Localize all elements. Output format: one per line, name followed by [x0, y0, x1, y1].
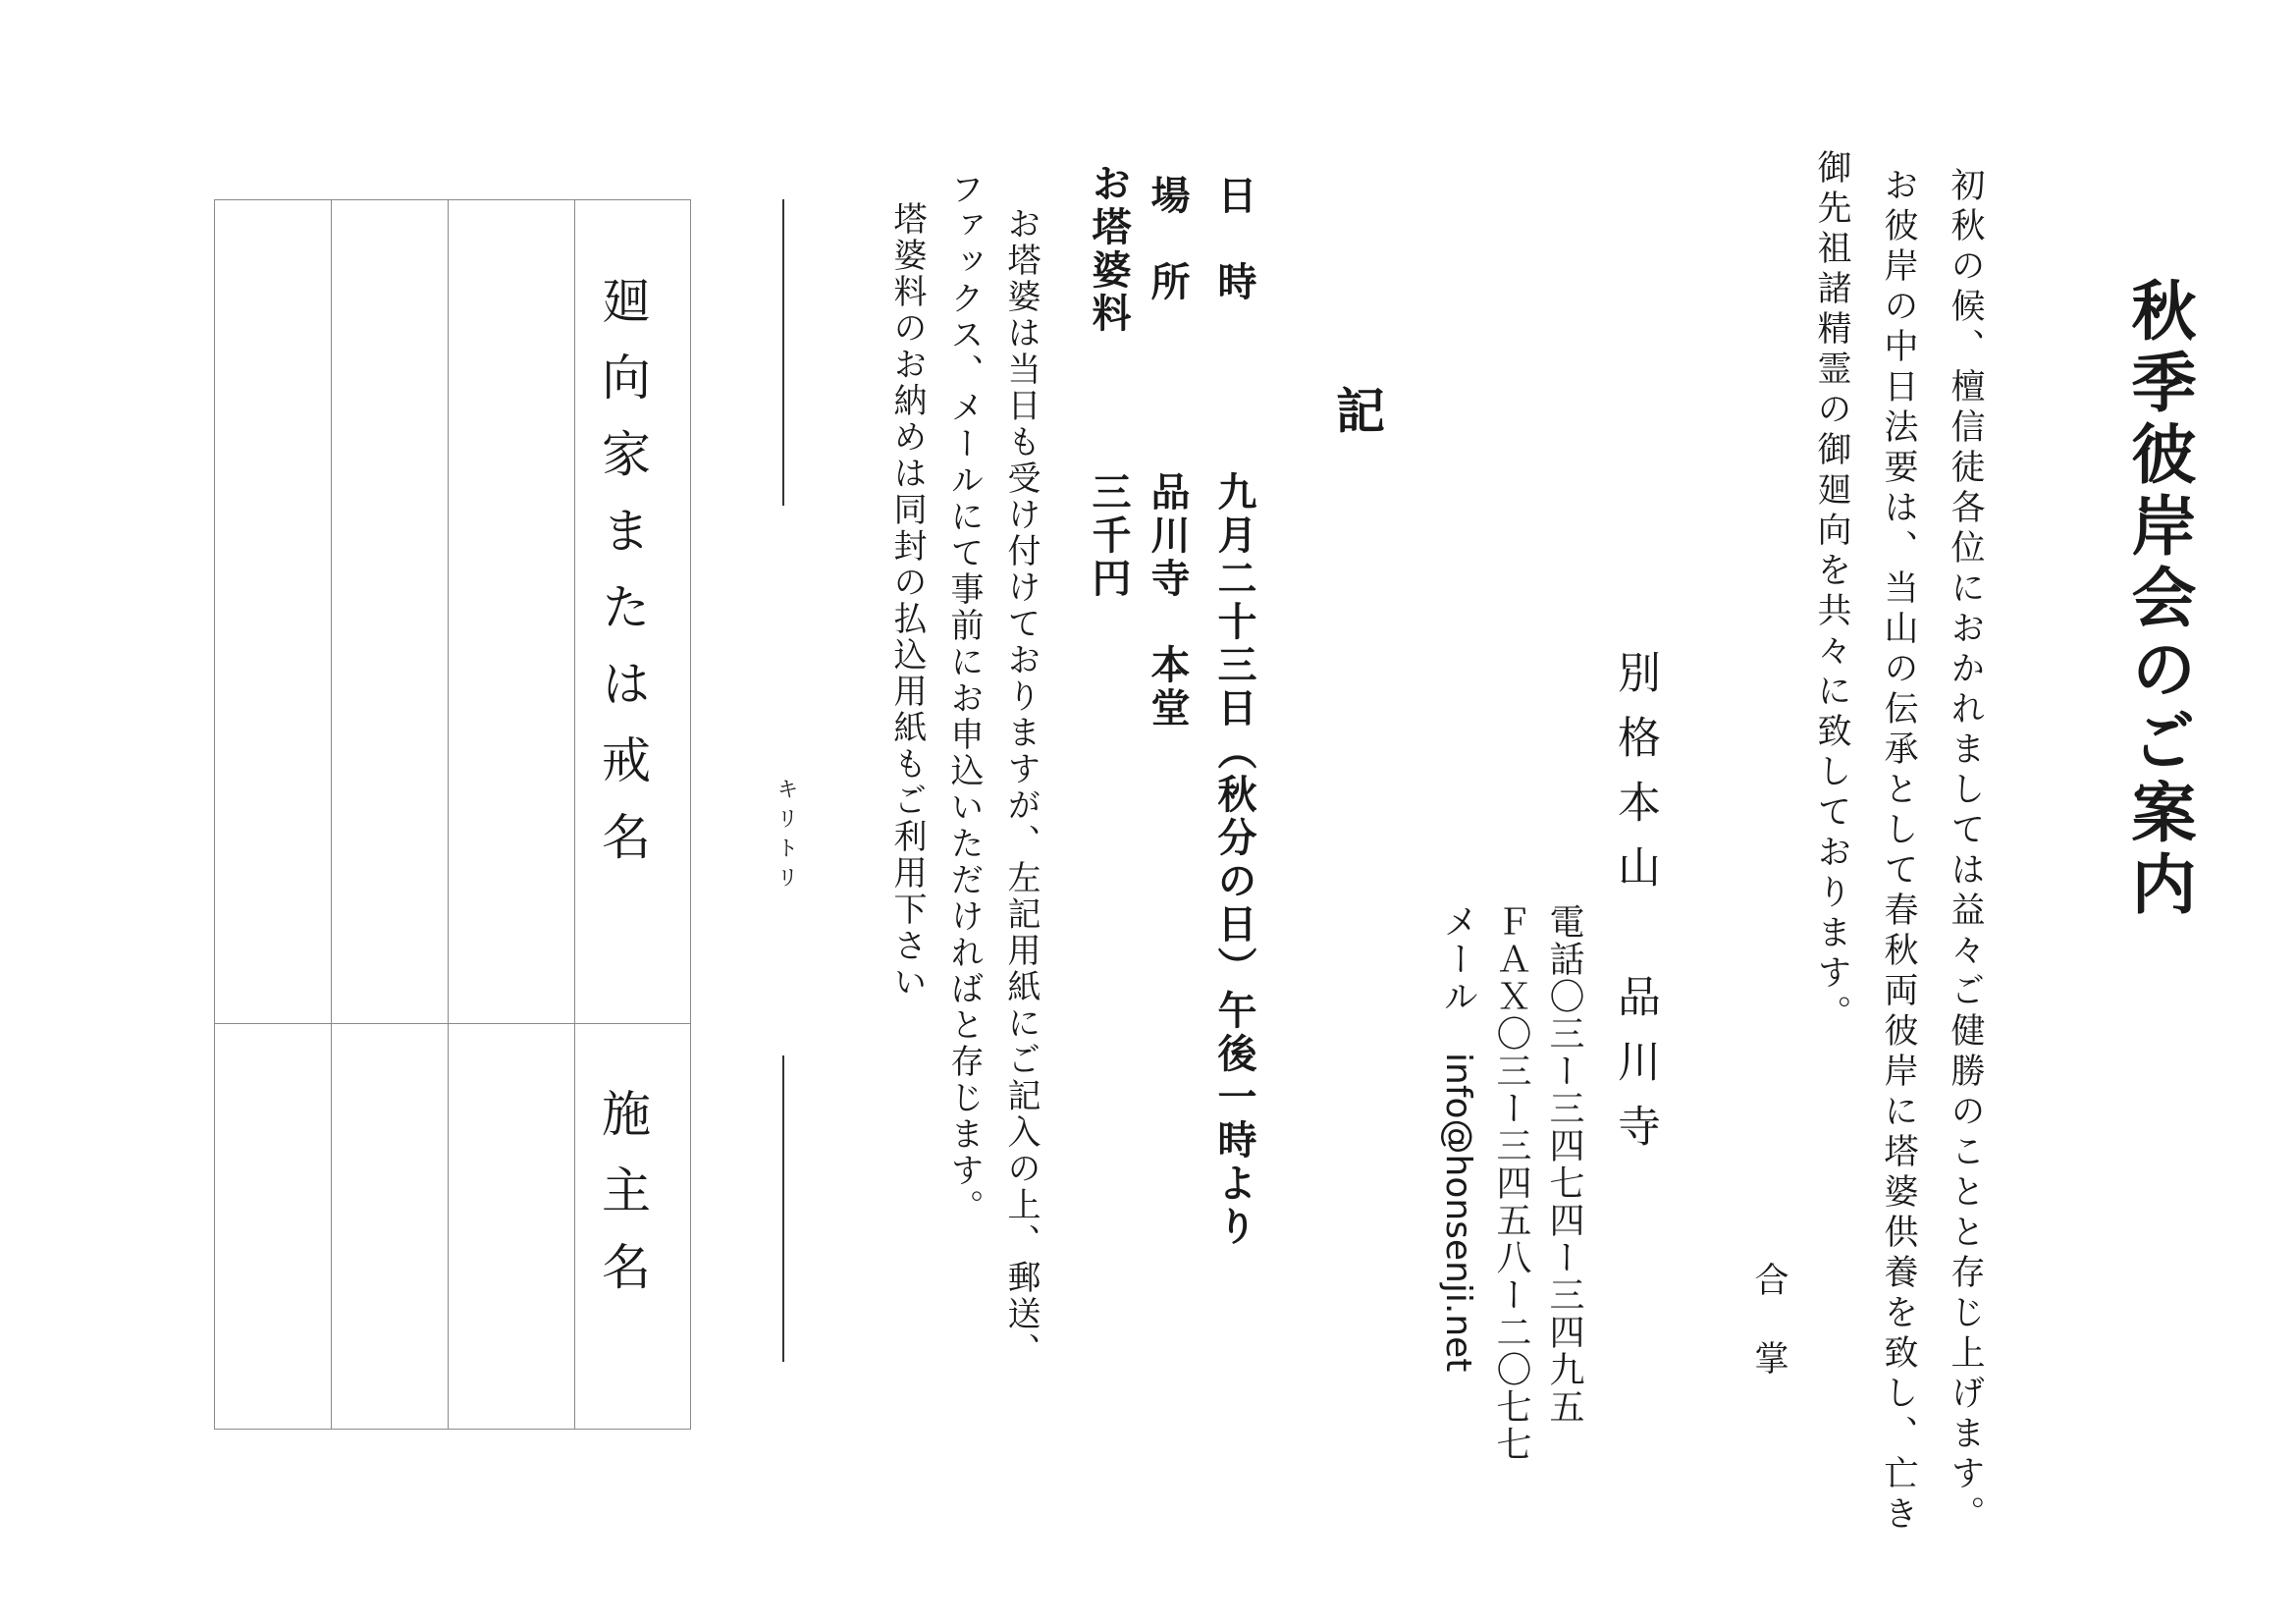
- temple-name: 別格本山 品川寺: [1610, 650, 1660, 1168]
- note-line-1: お塔婆は当日も受け付けておりますが、左記用紙にご記入の上、郵送、: [1001, 206, 1041, 1369]
- grid-column-divider: [448, 200, 449, 1429]
- fee-value: 三千円: [1086, 471, 1131, 601]
- page-title: 秋季彼岸会のご案内: [2120, 277, 2196, 922]
- note-line-2: ファックス、メールにて事前にお申込いただければと存じます。: [944, 172, 984, 1225]
- form-header-seshu: 施主名: [594, 1088, 651, 1318]
- cut-line-upper: [782, 199, 784, 506]
- date-label: 日 時: [1211, 175, 1256, 304]
- fax-number: 〇三ー三四五八ー二〇七七: [1491, 1015, 1531, 1463]
- place-value: 品川寺 本堂: [1145, 471, 1190, 730]
- place-label: 場 所: [1145, 175, 1190, 304]
- cut-line-lower: [782, 1055, 784, 1362]
- phone-label: 電話: [1544, 903, 1584, 978]
- fee-label: お塔婆料: [1086, 163, 1131, 336]
- phone-number: 〇三ー三四七四ー三四九五: [1544, 978, 1584, 1426]
- phone-line: [1544, 903, 1584, 1426]
- form-header-kaimyo: 廻向家または戒名: [594, 275, 651, 888]
- note-line-3: 塔婆料のお納めは同封の払込用紙もご利用下さい: [887, 201, 927, 1001]
- greeting-line-2: お彼岸の中日法要は、当山の伝承として春秋両彼岸に塔婆供養を致し、亡き: [1879, 167, 1918, 1536]
- greeting-line-3: 御先祖諸精霊の御廻向を共々に致しております。: [1812, 149, 1851, 1035]
- fax-label: ＦＡＸ: [1491, 903, 1531, 1015]
- email-label: メール: [1438, 903, 1478, 1015]
- grid-column-divider: [331, 200, 332, 1429]
- email-line: [1438, 903, 1478, 1373]
- closing-gassho: 合掌: [1749, 1262, 1789, 1419]
- greeting-line-1: 初秋の候、檀信徒各位におかれましては益々ご健勝のことと存じ上げます。: [1946, 167, 1985, 1536]
- fax-line: [1491, 903, 1531, 1463]
- grid-row-divider: [215, 1023, 690, 1024]
- grid-column-divider: [574, 200, 575, 1429]
- email-address: info@honsenji.net: [1438, 1053, 1478, 1373]
- cut-label: キリトリ: [774, 778, 798, 895]
- ki-heading: 記: [1328, 385, 1385, 434]
- date-value: 九月二十三日（秋分の日）午後一時より: [1211, 471, 1256, 1249]
